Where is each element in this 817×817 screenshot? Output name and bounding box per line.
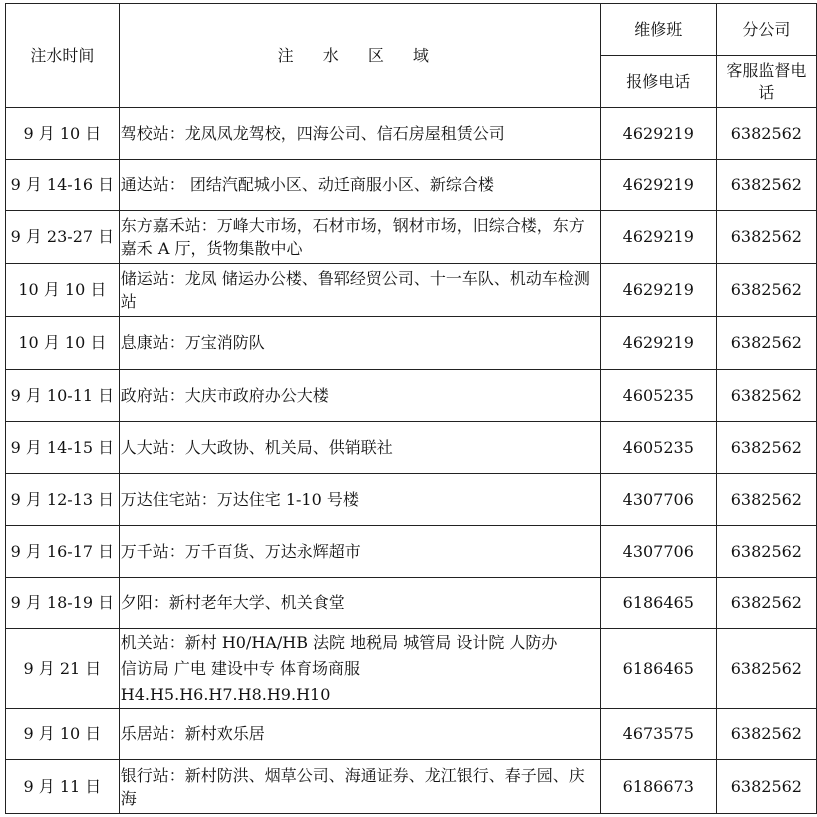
row-area: 万达住宅站：万达住宅 1-10 号楼 bbox=[119, 474, 600, 526]
table-row bbox=[6, 578, 817, 629]
row-repair-phone: 4629219 bbox=[600, 317, 716, 370]
row-area: 息康站：万宝消防队 bbox=[119, 317, 600, 370]
row-area: 通达站： 团结汽配城小区、动迁商服小区、新综合楼 bbox=[119, 160, 600, 211]
row-date: 9 月 10 日 bbox=[6, 709, 120, 760]
table-row bbox=[6, 370, 817, 422]
row-date: 9 月 12-13 日 bbox=[6, 474, 120, 526]
row-date: 9 月 18-19 日 bbox=[6, 578, 120, 629]
row-service-phone: 6382562 bbox=[716, 474, 816, 526]
row-repair-phone: 4629219 bbox=[600, 108, 716, 160]
table-row bbox=[6, 160, 817, 211]
row-area bbox=[119, 629, 600, 709]
row-area: 夕阳：新村老年大学、机关食堂 bbox=[119, 578, 600, 629]
row-service-phone: 6382562 bbox=[716, 629, 816, 709]
row-area: 银行站：新村防洪、烟草公司、海通证券、龙江银行、春子园、庆海 bbox=[119, 760, 600, 814]
row-service-phone: 6382562 bbox=[716, 108, 816, 160]
row-service-phone: 6382562 bbox=[716, 709, 816, 760]
row-date: 9 月 16-17 日 bbox=[6, 526, 120, 578]
row-date: 9 月 14-15 日 bbox=[6, 422, 120, 474]
row-repair-phone: 4629219 bbox=[600, 211, 716, 264]
row-repair-phone: 6186465 bbox=[600, 629, 716, 709]
row-repair-phone: 4307706 bbox=[600, 474, 716, 526]
row-date: 9 月 10 日 bbox=[6, 108, 120, 160]
row-area: 东方嘉禾站：万峰大市场，石材市场，钢材市场，旧综合楼，东方嘉禾 A 厅，货物集散中心 bbox=[119, 211, 600, 264]
row-date: 10 月 10 日 bbox=[6, 317, 120, 370]
row-repair-phone: 6186465 bbox=[600, 578, 716, 629]
row-area: 人大站：人大政协、机关局、供销联社 bbox=[119, 422, 600, 474]
table-row bbox=[6, 526, 817, 578]
row-date: 9 月 21 日 bbox=[6, 629, 120, 709]
table-row bbox=[6, 760, 817, 814]
row-repair-phone: 4673575 bbox=[600, 709, 716, 760]
row-area-line: 机关站：新村 H0/HA/HB 法院 地税局 城管局 设计院 人防办 bbox=[120, 632, 558, 652]
row-service-phone: 6382562 bbox=[716, 264, 816, 317]
row-area: 乐居站：新村欢乐居 bbox=[119, 709, 600, 760]
table-row bbox=[6, 211, 817, 264]
row-repair-phone: 4605235 bbox=[600, 422, 716, 474]
row-service-phone: 6382562 bbox=[716, 211, 816, 264]
table-row bbox=[6, 317, 817, 370]
row-repair-phone: 4307706 bbox=[600, 526, 716, 578]
row-area: 储运站：龙凤 储运办公楼、鲁郓经贸公司、十一车队、机动车检测站 bbox=[119, 264, 600, 317]
row-area-line: H4.H5.H6.H7.H8.H9.H10 bbox=[120, 684, 331, 704]
table-row bbox=[6, 474, 817, 526]
table-row bbox=[6, 629, 817, 709]
header-area-label: 注 水 区 域 bbox=[277, 45, 441, 65]
row-repair-phone: 4629219 bbox=[600, 160, 716, 211]
row-service-phone: 6382562 bbox=[716, 422, 816, 474]
row-area-line: 信访局 广电 建设中专 体育场商服 bbox=[120, 658, 361, 678]
row-service-phone: 6382562 bbox=[716, 370, 816, 422]
row-service-phone: 6382562 bbox=[716, 526, 816, 578]
row-date: 9 月 10-11 日 bbox=[6, 370, 120, 422]
row-date: 10 月 10 日 bbox=[6, 264, 120, 317]
row-area: 驾校站：龙凤凤龙驾校，四海公司、信石房屋租赁公司 bbox=[119, 108, 600, 160]
row-repair-phone: 4629219 bbox=[600, 264, 716, 317]
row-repair-phone: 4605235 bbox=[600, 370, 716, 422]
row-service-phone: 6382562 bbox=[716, 760, 816, 814]
table-row bbox=[6, 264, 817, 317]
header-branch: 分公司 bbox=[716, 4, 816, 56]
header-time: 注水时间 bbox=[6, 4, 120, 108]
row-service-phone: 6382562 bbox=[716, 160, 816, 211]
table-row bbox=[6, 709, 817, 760]
row-date: 9 月 11 日 bbox=[6, 760, 120, 814]
row-repair-phone: 6186673 bbox=[600, 760, 716, 814]
row-date: 9 月 14-16 日 bbox=[6, 160, 120, 211]
row-area: 政府站：大庆市政府办公大楼 bbox=[119, 370, 600, 422]
water-injection-schedule-table bbox=[5, 3, 817, 814]
header-repair-team: 维修班 bbox=[600, 4, 716, 56]
header-repair-phone: 报修电话 bbox=[600, 56, 716, 108]
header-area bbox=[119, 4, 600, 108]
header-row-1 bbox=[6, 4, 817, 56]
row-area: 万千站：万千百货、万达永辉超市 bbox=[119, 526, 600, 578]
header-service-phone: 客服监督电话 bbox=[716, 56, 816, 108]
table-row bbox=[6, 108, 817, 160]
row-date: 9 月 23-27 日 bbox=[6, 211, 120, 264]
row-service-phone: 6382562 bbox=[716, 578, 816, 629]
row-service-phone: 6382562 bbox=[716, 317, 816, 370]
table-row bbox=[6, 422, 817, 474]
